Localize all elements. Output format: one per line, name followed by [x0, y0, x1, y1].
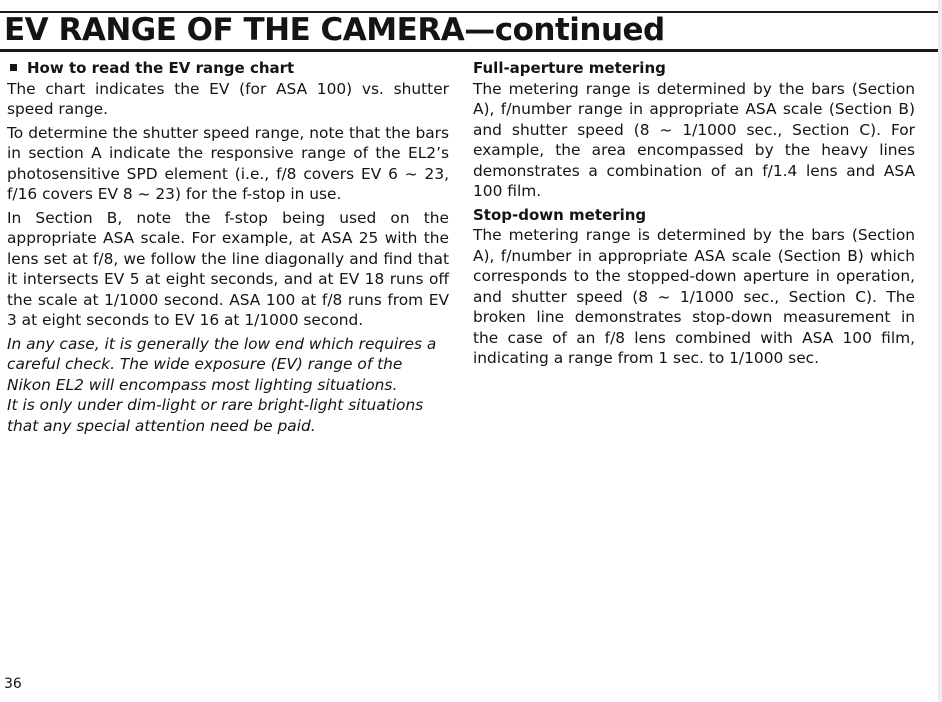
page-edge-shadow [938, 0, 942, 702]
page-title-main: EV RANGE OF THE CAMERA [4, 12, 465, 48]
title-bottom-rule [0, 49, 942, 52]
body-paragraph: The metering range is determined by the bars (Section A), f/number in appropriate ASA scale (Section B) which corresponds to the stopped-down aperture in operation, and shutter speed (8 ~ 1/1000 sec., Section C). The broken line demonstrates stop-down measurement in the case of an f/8 lens combined with ASA 100 film, indicating a range from 1 sec. to 1/1000 sec. [473, 226, 915, 367]
body-paragraph: The metering range is determined by the bars (Section A), f/number range in appropriate ASA scale (Section B) and shutter speed (8 ~ 1/1000 sec., Section C). For example, the area encompassed by the heavy lines demonstrates a combination of an f/1.4 lens and ASA 100 film. [473, 79, 915, 200]
page-title [4, 12, 665, 48]
body-paragraph: In Section B, note the f-stop being used on the appropriate ASA scale. For example, at ASA 25 with the lens set at f/8, we follow the line diagonally and find that it intersects EV 5 at eight seconds, and at EV 18 runs off the scale at 1/1000 second. ASA 100 at f/8 runs from EV 3 at eight seconds to EV 16 at 1/1000 second. [7, 208, 449, 329]
italic-note: It is only under dim-light or rare bright-light situations that any special attention need be paid. [7, 396, 424, 435]
left-column [7, 58, 449, 436]
page-number: 36 [4, 676, 22, 692]
section-heading-ev-chart [7, 58, 449, 79]
section-heading-full-aperture: Full-aperture metering [473, 59, 666, 77]
right-column [473, 58, 915, 372]
italic-note: In any case, it is generally the low end which requires a careful check. The wide exposure (EV) range of the Nikon EL2 will encompass most lighting situations. [7, 334, 437, 394]
body-paragraph: To determine the shutter speed range, note that the bars in section A indicate the responsive range of the EL2’s photosensitive SPD element (i.e., f/8 covers EV 6 ~ 23, f/16 covers EV 8 ~ 23) for the f-stop in use. [7, 123, 449, 203]
section-heading-label: How to read the EV range chart [27, 59, 295, 77]
page-title-continued: —continued [464, 12, 665, 48]
body-paragraph: The chart indicates the EV (for ASA 100) vs. shutter speed range. [7, 79, 449, 118]
section-heading-stop-down: Stop-down metering [473, 205, 647, 224]
square-bullet-icon [10, 64, 17, 71]
